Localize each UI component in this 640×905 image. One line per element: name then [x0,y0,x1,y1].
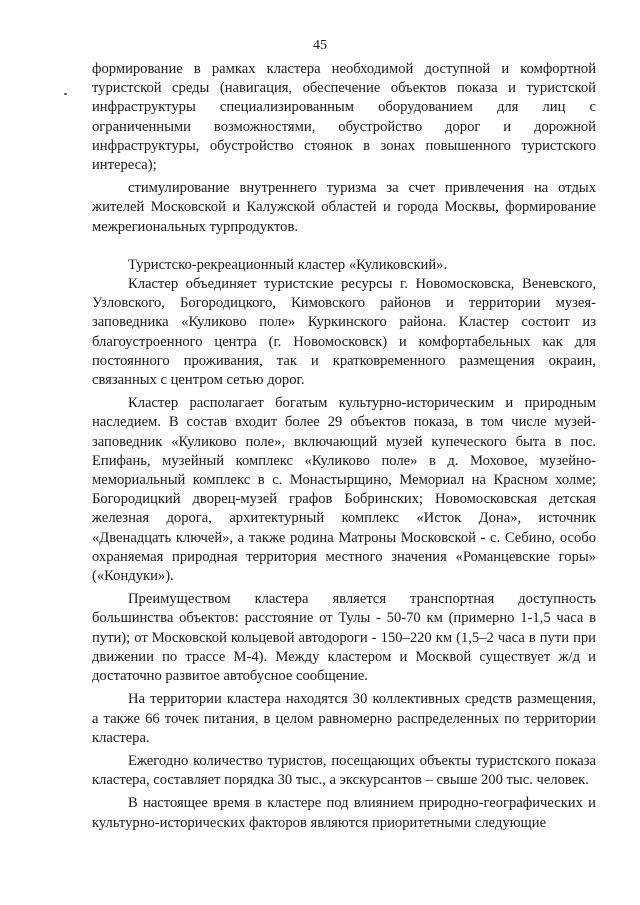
paragraph-4: Кластер располагает богатым культурно-историческим и природным наследием. В состав входит более 29 объектов показа, в том числе музей-заповедник «Куликово поле», включающий музей купеческого быта в пос. Епифань, музейный комплекс «Куликово поле» в д. Моховое, музейно-мемориальный комплекс в с. Монастырщино, Мемориал на Красном холме; Богородицкий дворец-музей графов Бобринских; Новомосковская детская железная дорога, архитектурный комплекс «Исток Дона», источник «Двенадцать ключей», а также родина Матроны Московской - с. Себино, особо охраняемая природная территория местного значения «Романцевские горы» («Кондуки»). [92,395,596,585]
section-heading: Туристско-рекреационный кластер «Куликовский». [128,256,448,273]
paragraph-6: На территории кластера находятся 30 коллективных средств размещения, а также 66 точек питания, в целом равномерно распределенных по территории кластера. [92,691,596,746]
paragraph-1: формирование в рамках кластера необходимой доступной и комфортной туристской среды (навигация, обеспечение объектов показа и туристской инфраструктуры специализированным оборудованием для лиц с ограниченными возможностями, обустройство дорог и дорожной инфраструктуры, обустройство стоянок в зонах повышенного туристского интереса); [92,61,596,174]
paragraph-8: В настоящее время в кластере под влиянием природно-географических и культурно-исторических факторов являются приоритетными следующие [92,795,596,831]
paragraph-7: Ежегодно количество туристов, посещающих объекты туристского показа кластера, составляет порядка 30 тыс., а экскурсантов – свыше 200 тыс. человек. [92,752,596,789]
page-number: 45 [313,38,327,53]
body-text [92,60,596,833]
paragraph-3: Кластер объединяет туристские ресурсы г. Новомосковска, Веневского, Узловского, Богородицкого, Кимовского районов и территории музея-заповедника «Куликово поле» Куркинского района. Кластер состоит из благоустроенного центра (г. Новомосковск) и комфортабельных как для постоянного проживания, так и кратковременного размещения окраин, связанных с центром сетью дорог. [92,276,596,389]
scan-mark [64,93,67,95]
paragraph-5: Преимуществом кластера является транспортная доступность большинства объектов: расстояние от Тулы - 50-70 км (примерно 1-1,5 часа в пути); от Московской кольцевой автодороги - 150–220 км (1,5–2 часа в пути при движении по трассе М-4). Между кластером и Москвой существует ж/д и достаточно развитое автобусное сообщение. [92,591,596,685]
paragraph-2: стимулирование внутреннего туризма за счет привлечения на отдых жителей Московской и Калужской областей и города Москвы, формирование межрегиональных турпродуктов. [92,180,596,235]
